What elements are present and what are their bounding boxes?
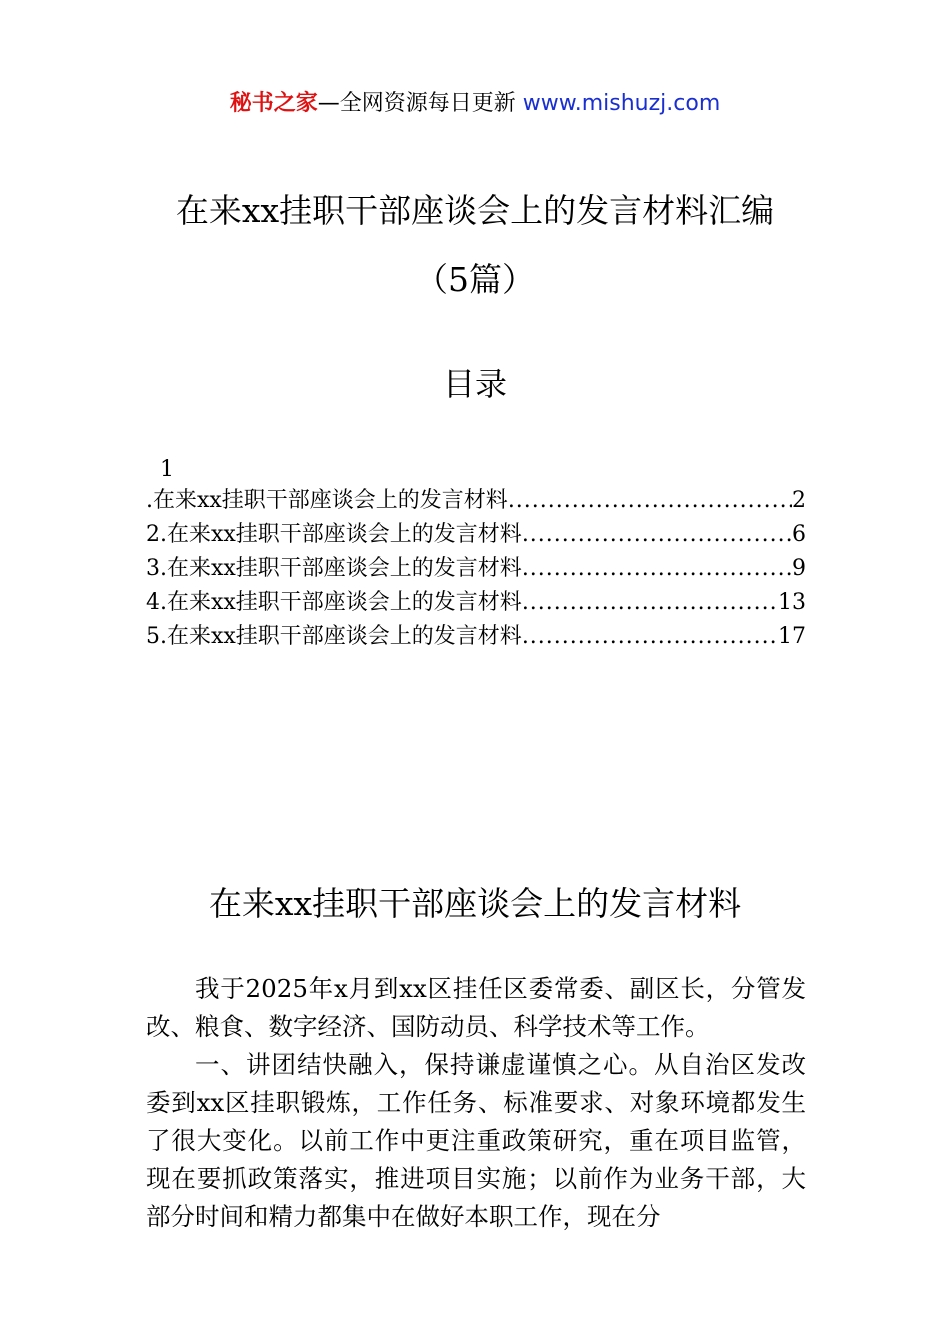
toc-entry-label: 5.在来xx挂职干部座谈会上的发言材料 xyxy=(146,624,522,649)
paragraph: 我于2025年x月到xx区挂任区委常委、副区长，分管发改、粮食、数字经济、国防动员、科学技术等工作。 xyxy=(146,974,806,1041)
table-of-contents xyxy=(146,456,806,654)
site-url-link[interactable]: www.mishuzj.com xyxy=(522,91,721,116)
toc-entry[interactable] xyxy=(146,518,806,552)
toc-entry-page: 2 xyxy=(792,488,806,513)
toc-entry[interactable] xyxy=(146,552,806,586)
toc-leader-dots xyxy=(522,620,778,654)
toc-entry-page: 13 xyxy=(778,590,806,615)
toc-entry-page: 17 xyxy=(778,624,806,649)
toc-entry-label: .在来xx挂职干部座谈会上的发言材料 xyxy=(146,488,508,513)
toc-entry[interactable] xyxy=(146,484,806,518)
toc-leader-dots xyxy=(522,518,792,552)
toc-first-number: 1 xyxy=(160,457,174,482)
header-tagline: 全网资源每日更新 xyxy=(339,91,523,116)
toc-leader-dots xyxy=(522,586,778,620)
toc-entry-label: 3.在来xx挂职干部座谈会上的发言材料 xyxy=(146,556,522,581)
site-brand: 秘书之家 xyxy=(229,91,318,116)
header-dash: — xyxy=(317,91,340,116)
toc-entry[interactable] xyxy=(146,620,806,654)
toc-entry-page: 9 xyxy=(792,556,806,581)
toc-leader-dots xyxy=(522,552,792,586)
paragraph: 一、讲团结快融入，保持谦虚谨慎之心。从自治区发改委到xx区挂职锻炼，工作任务、标准要求、对象环境都发生了很大变化。以前工作中更注重政策研究，重在项目监管，现在要抓政策落实，推进项目实施；以前作为业务干部，大部分时间和精力都集中在做好本职工作，现在分 xyxy=(146,1050,806,1231)
site-header xyxy=(0,86,950,122)
section-title: 在来xx挂职干部座谈会上的发言材料 xyxy=(208,884,742,923)
body-text xyxy=(146,970,806,1236)
document-title: 在来xx挂职干部座谈会上的发言材料汇编 xyxy=(175,191,775,230)
document-subtitle: （5篇） xyxy=(415,260,535,299)
toc-entry-page: 6 xyxy=(792,522,806,547)
toc-entry[interactable] xyxy=(146,586,806,620)
toc-entry-label: 2.在来xx挂职干部座谈会上的发言材料 xyxy=(146,522,522,547)
toc-entry-label: 4.在来xx挂职干部座谈会上的发言材料 xyxy=(146,590,522,615)
toc-heading: 目录 xyxy=(442,365,507,403)
toc-leader-dots xyxy=(508,484,792,518)
